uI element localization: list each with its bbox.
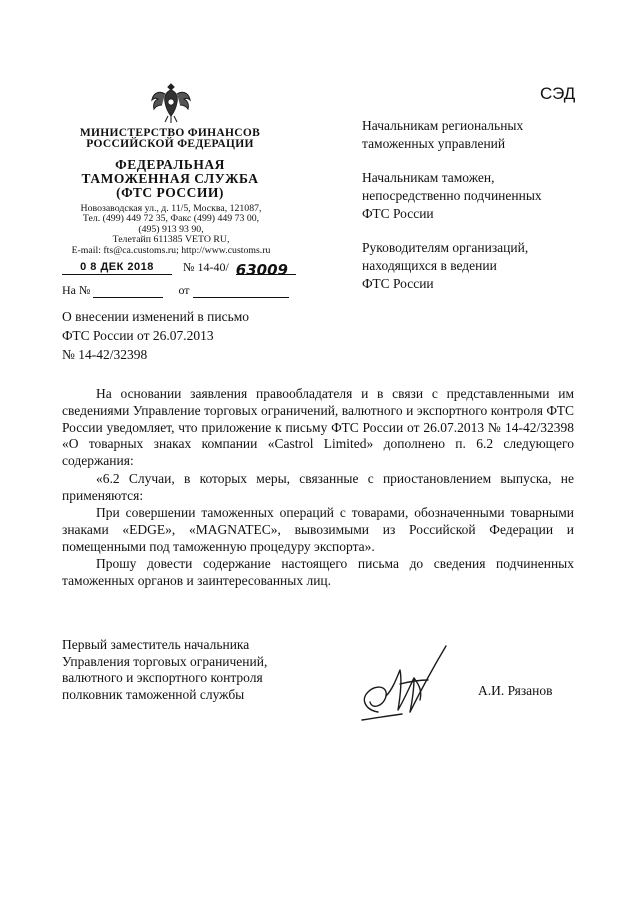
from-field — [193, 284, 289, 298]
reference-label: На № — [62, 283, 91, 297]
from-label: от — [178, 283, 190, 297]
address-line-5: E-mail: fts@ca.customs.ru; http://www.customs.ru — [71, 244, 271, 256]
addressee-line: ФТС России — [362, 276, 434, 291]
registration-line — [62, 260, 296, 279]
addressee-line: ФТС России — [362, 206, 434, 221]
addressee-line: Руководителям организаций, — [362, 240, 529, 255]
subject-line-2: ФТС России от 26.07.2013 — [62, 328, 214, 343]
coat-of-arms-icon — [148, 80, 194, 128]
signer-title — [62, 637, 267, 703]
ministry-line-2: РОССИЙСКОЙ ФЕДЕРАЦИИ — [86, 138, 254, 150]
signer-title-line: валютного и экспортного контроля — [62, 670, 263, 685]
subject-line-1: О внесении изменений в письмо — [62, 309, 250, 324]
body-paragraph-3: При совершении таможенных операций с товарами, обозначенными товарными знаками «EDGE», «MAGNATEC», вывозимыми из Российской Федерации и помещенными под таможенную процедуру экспорта». — [62, 505, 574, 554]
body-paragraph-1: На основании заявления правообладателя и в связи с представленными им сведениями Управление торговых ограничений, валютного и экспортного контроля ФТС России уведомляет, что приложение к письму ФТС России от 26.07.2013 № 14-42/32398 «О товарных знаках компании «Castrol Limited» дополнено п. 6.2 следующего содержания: — [62, 386, 574, 469]
addressee-group-3 — [362, 239, 528, 293]
addressee-line: Начальникам таможен, — [362, 170, 495, 185]
registration-number-prefix: № 14-40/ — [183, 260, 229, 274]
contact-details — [62, 204, 280, 256]
sed-mark: СЭД — [540, 84, 576, 103]
addressee-line: Начальникам региональных — [362, 118, 524, 133]
letter-subject — [62, 307, 249, 364]
address-line-1: Новозаводская ул., д. 11/5, Москва, 121087, — [80, 203, 262, 214]
addressee-group-2 — [362, 169, 542, 223]
address-line-2: Тел. (499) 449 72 35, Факс (499) 449 73 00, — [82, 213, 260, 225]
signer-title-line: Управления торговых ограничений, — [62, 653, 268, 669]
registration-date: 0 8 ДЕК 2018 — [62, 261, 172, 275]
service-name — [60, 158, 280, 200]
addressee-line: непосредственно подчиненных — [362, 188, 542, 203]
address-line-4: Телетайп 611385 VETO RU, — [112, 234, 230, 246]
signer-name: А.И. Рязанов — [478, 683, 553, 698]
ministry-name — [60, 128, 280, 150]
address-line-3: (495) 913 93 90, — [138, 223, 204, 235]
ministry-line-1: МИНИСТЕРСТВО ФИНАНСОВ — [79, 127, 261, 139]
subject-line-3: № 14-42/32398 — [62, 347, 148, 362]
service-line-3: (ФТС РОССИИ) — [116, 185, 224, 200]
reference-field — [93, 284, 163, 298]
body-paragraph-2: «6.2 Случаи, в которых меры, связанные с приостановлением выпуска, не применяются: — [62, 471, 574, 503]
reference-line — [62, 283, 289, 298]
addressee-group-1 — [362, 117, 523, 153]
signer-title-line: Первый заместитель начальника — [62, 637, 250, 652]
signer-title-line: полковник таможенной службы — [62, 686, 245, 702]
service-line-1: ФЕДЕРАЛЬНАЯ — [115, 157, 225, 172]
service-line-2: ТАМОЖЕННАЯ СЛУЖБА — [81, 171, 259, 186]
body-paragraph-4: Прошу довести содержание настоящего письма до сведения подчиненных таможенных органов и заинтересованных лиц. — [62, 556, 574, 588]
registration-number-handwritten: 63009 — [236, 261, 296, 275]
addressee-line: таможенных управлений — [362, 136, 506, 151]
handwritten-signature — [348, 640, 468, 730]
addressee-line: находящихся в ведении — [362, 258, 497, 273]
